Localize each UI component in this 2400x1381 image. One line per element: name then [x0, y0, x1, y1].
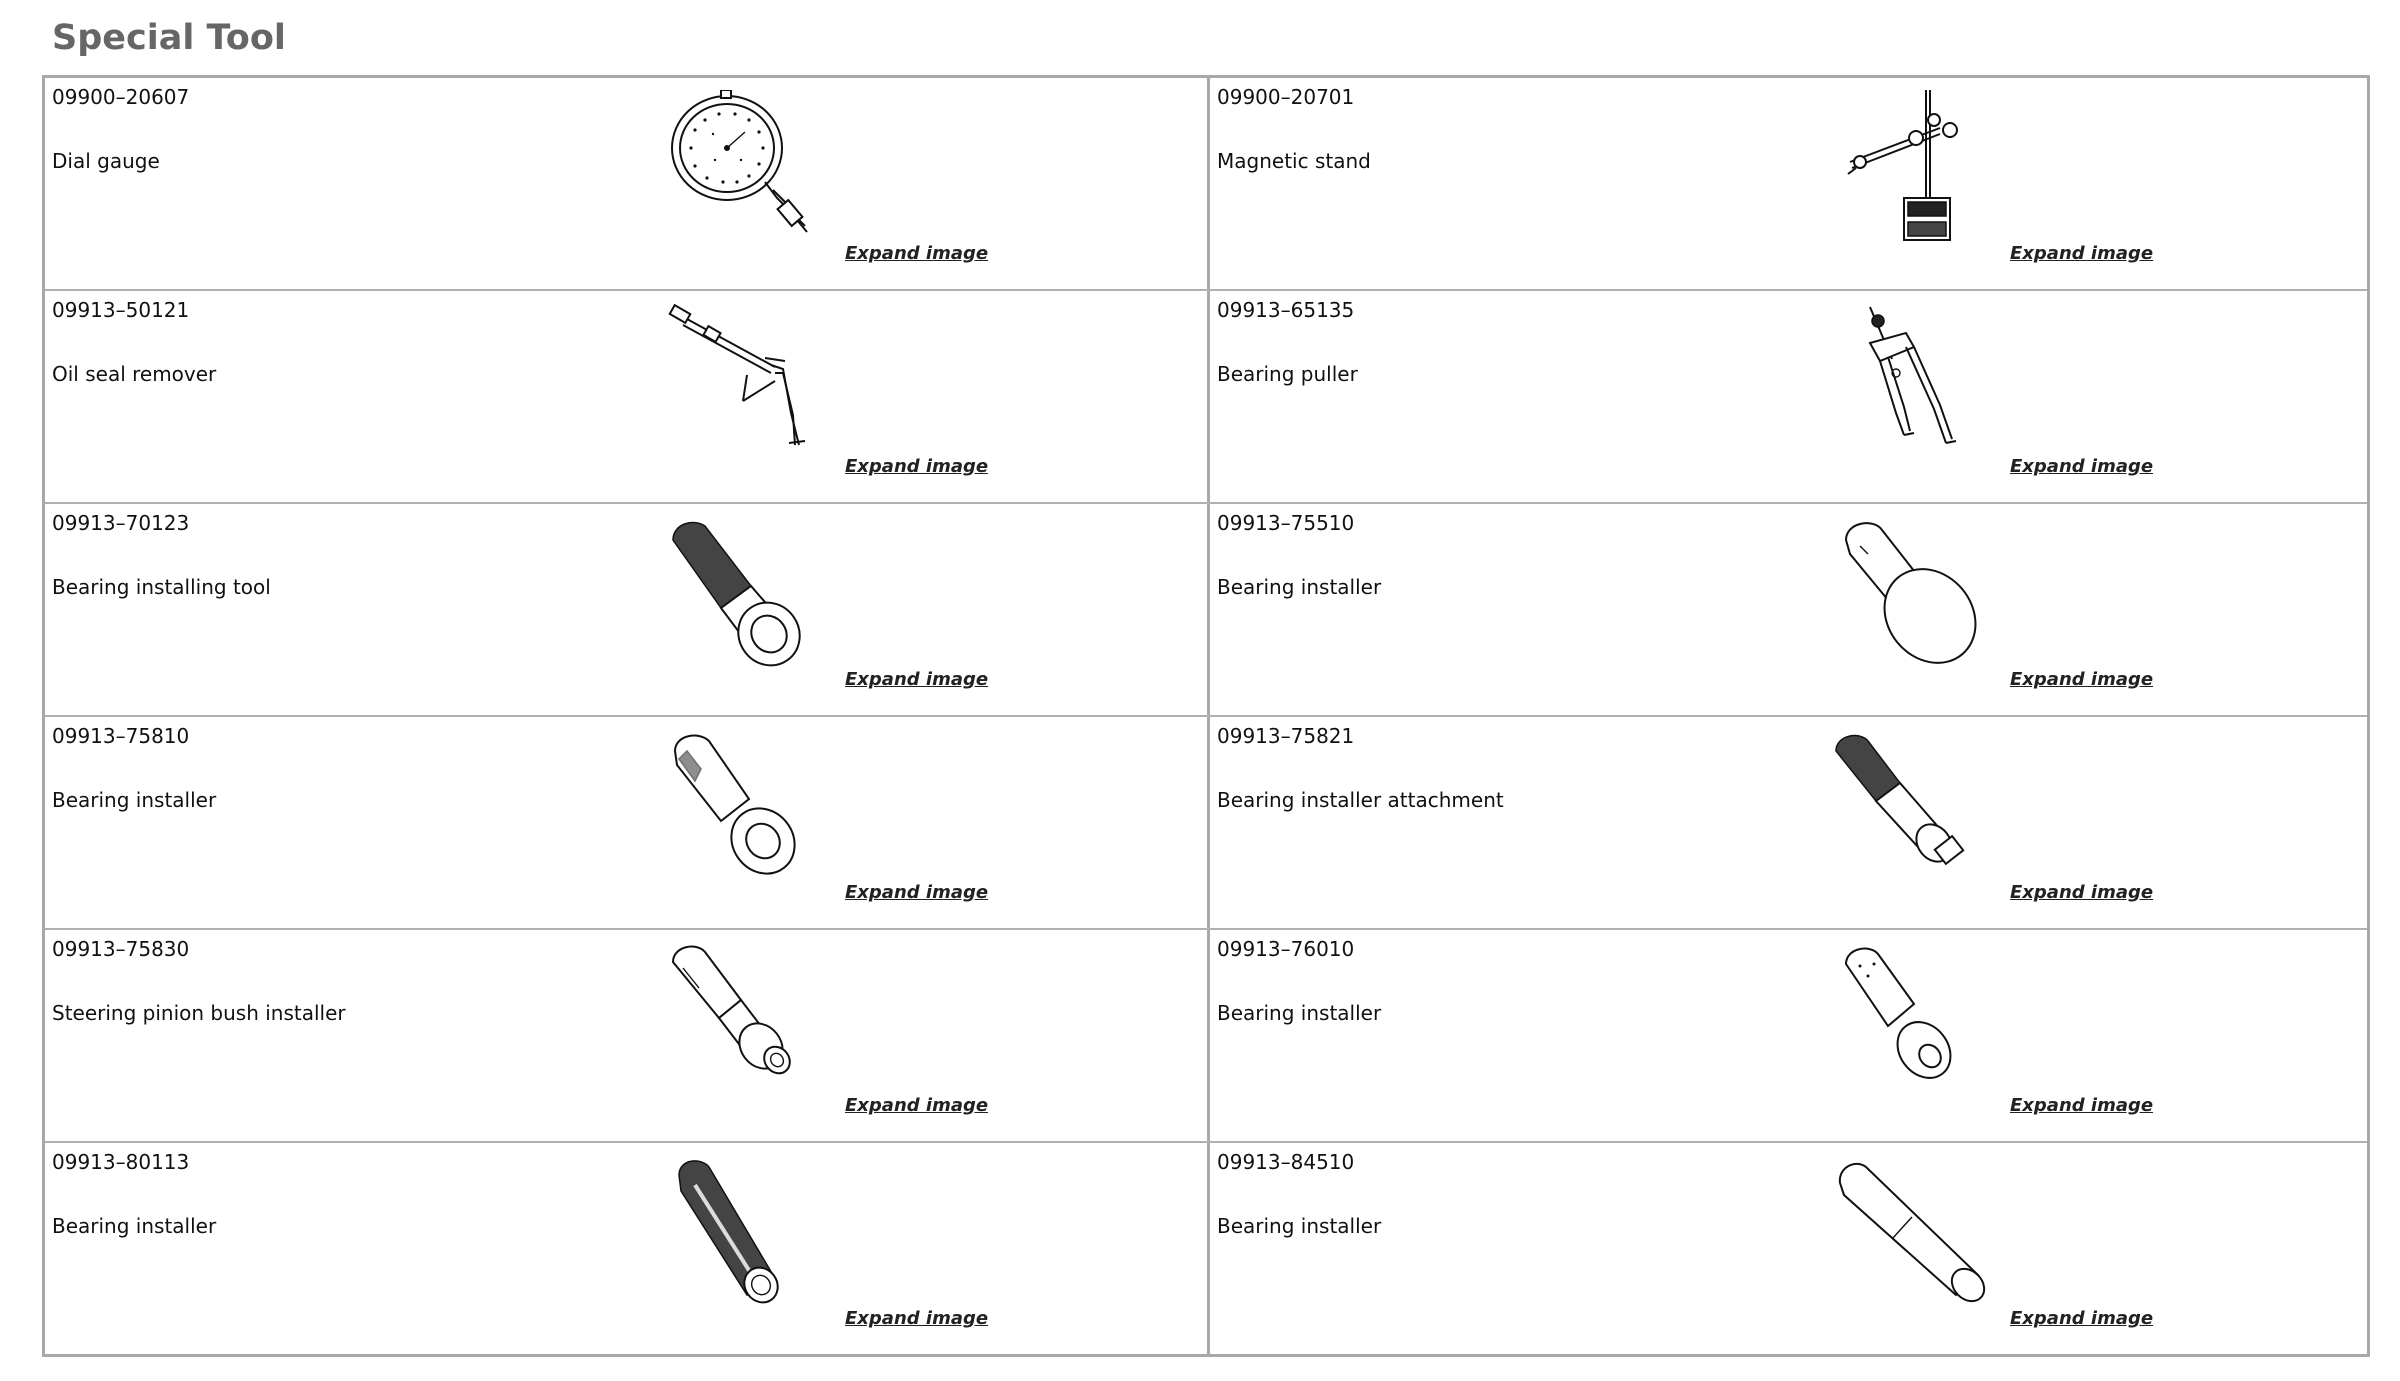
tool-cell: [1210, 291, 2372, 504]
bearing-installer-long-icon: [1830, 1155, 2010, 1315]
part-number: 09913–76010: [1217, 937, 1355, 961]
table-row: [45, 78, 2367, 291]
part-number: 09913–65135: [1217, 298, 1355, 322]
bearing-puller-icon: [1830, 303, 2010, 463]
bearing-installer-attachment-icon: [1830, 729, 2010, 889]
tool-name: Bearing installer: [52, 1214, 217, 1238]
tool-cell: [45, 291, 1207, 504]
expand-image-link[interactable]: Expand image: [845, 669, 989, 690]
page-title: Special Tool: [52, 18, 286, 58]
part-number: 09913–84510: [1217, 1150, 1355, 1174]
tool-name: Bearing installer: [1217, 1001, 1382, 1025]
tool-name: Steering pinion bush installer: [52, 1001, 346, 1025]
expand-image-link[interactable]: Expand image: [845, 1308, 989, 1329]
expand-image-link[interactable]: Expand image: [2010, 243, 2154, 264]
oil-seal-remover-icon: [665, 303, 845, 463]
part-number: 09900–20607: [52, 85, 190, 109]
bearing-installer-icon: [665, 729, 845, 889]
tool-name: Dial gauge: [52, 149, 160, 173]
tool-cell: [1210, 504, 2372, 717]
expand-image-link[interactable]: Expand image: [2010, 1308, 2154, 1329]
expand-image-link[interactable]: Expand image: [845, 243, 989, 264]
expand-image-link[interactable]: Expand image: [845, 882, 989, 903]
bearing-installer-icon: [1830, 942, 2010, 1102]
special-tool-table: [42, 75, 2370, 1357]
tool-name: Oil seal remover: [52, 362, 217, 386]
tool-cell: [1210, 78, 2372, 291]
table-row: [45, 930, 2367, 1143]
tool-name: Magnetic stand: [1217, 149, 1371, 173]
tool-cell: [1210, 1143, 2372, 1356]
part-number: 09913–75810: [52, 724, 190, 748]
bearing-installer-tube-icon: [665, 1155, 845, 1315]
tool-cell: [45, 1143, 1207, 1356]
tool-cell: [1210, 717, 2372, 930]
tool-name: Bearing installer: [1217, 1214, 1382, 1238]
part-number: 09913–80113: [52, 1150, 190, 1174]
table-row: [45, 291, 2367, 504]
part-number: 09913–50121: [52, 298, 190, 322]
tool-name: Bearing installing tool: [52, 575, 271, 599]
tool-cell: [45, 504, 1207, 717]
tool-name: Bearing installer attachment: [1217, 788, 1504, 812]
part-number: 09913–75821: [1217, 724, 1355, 748]
expand-image-link[interactable]: Expand image: [845, 1095, 989, 1116]
table-row: [45, 1143, 2367, 1356]
part-number: 09913–70123: [52, 511, 190, 535]
tool-name: Bearing installer: [52, 788, 217, 812]
table-row: [45, 504, 2367, 717]
tool-cell: [1210, 930, 2372, 1143]
magnetic-stand-icon: [1830, 90, 2010, 250]
table-row: [45, 717, 2367, 930]
expand-image-link[interactable]: Expand image: [2010, 456, 2154, 477]
bearing-installing-tool-icon: [665, 516, 845, 676]
tool-name: Bearing puller: [1217, 362, 1358, 386]
tool-cell: [45, 78, 1207, 291]
part-number: 09913–75830: [52, 937, 190, 961]
tool-cell: [45, 717, 1207, 930]
tool-name: Bearing installer: [1217, 575, 1382, 599]
part-number: 09900–20701: [1217, 85, 1355, 109]
part-number: 09913–75510: [1217, 511, 1355, 535]
dial-gauge-icon: [665, 90, 845, 250]
expand-image-link[interactable]: Expand image: [2010, 669, 2154, 690]
tool-cell: [45, 930, 1207, 1143]
expand-image-link[interactable]: Expand image: [2010, 1095, 2154, 1116]
expand-image-link[interactable]: Expand image: [845, 456, 989, 477]
expand-image-link[interactable]: Expand image: [2010, 882, 2154, 903]
bearing-installer-flat-icon: [1830, 516, 2010, 676]
steering-pinion-bush-installer-icon: [665, 942, 845, 1102]
